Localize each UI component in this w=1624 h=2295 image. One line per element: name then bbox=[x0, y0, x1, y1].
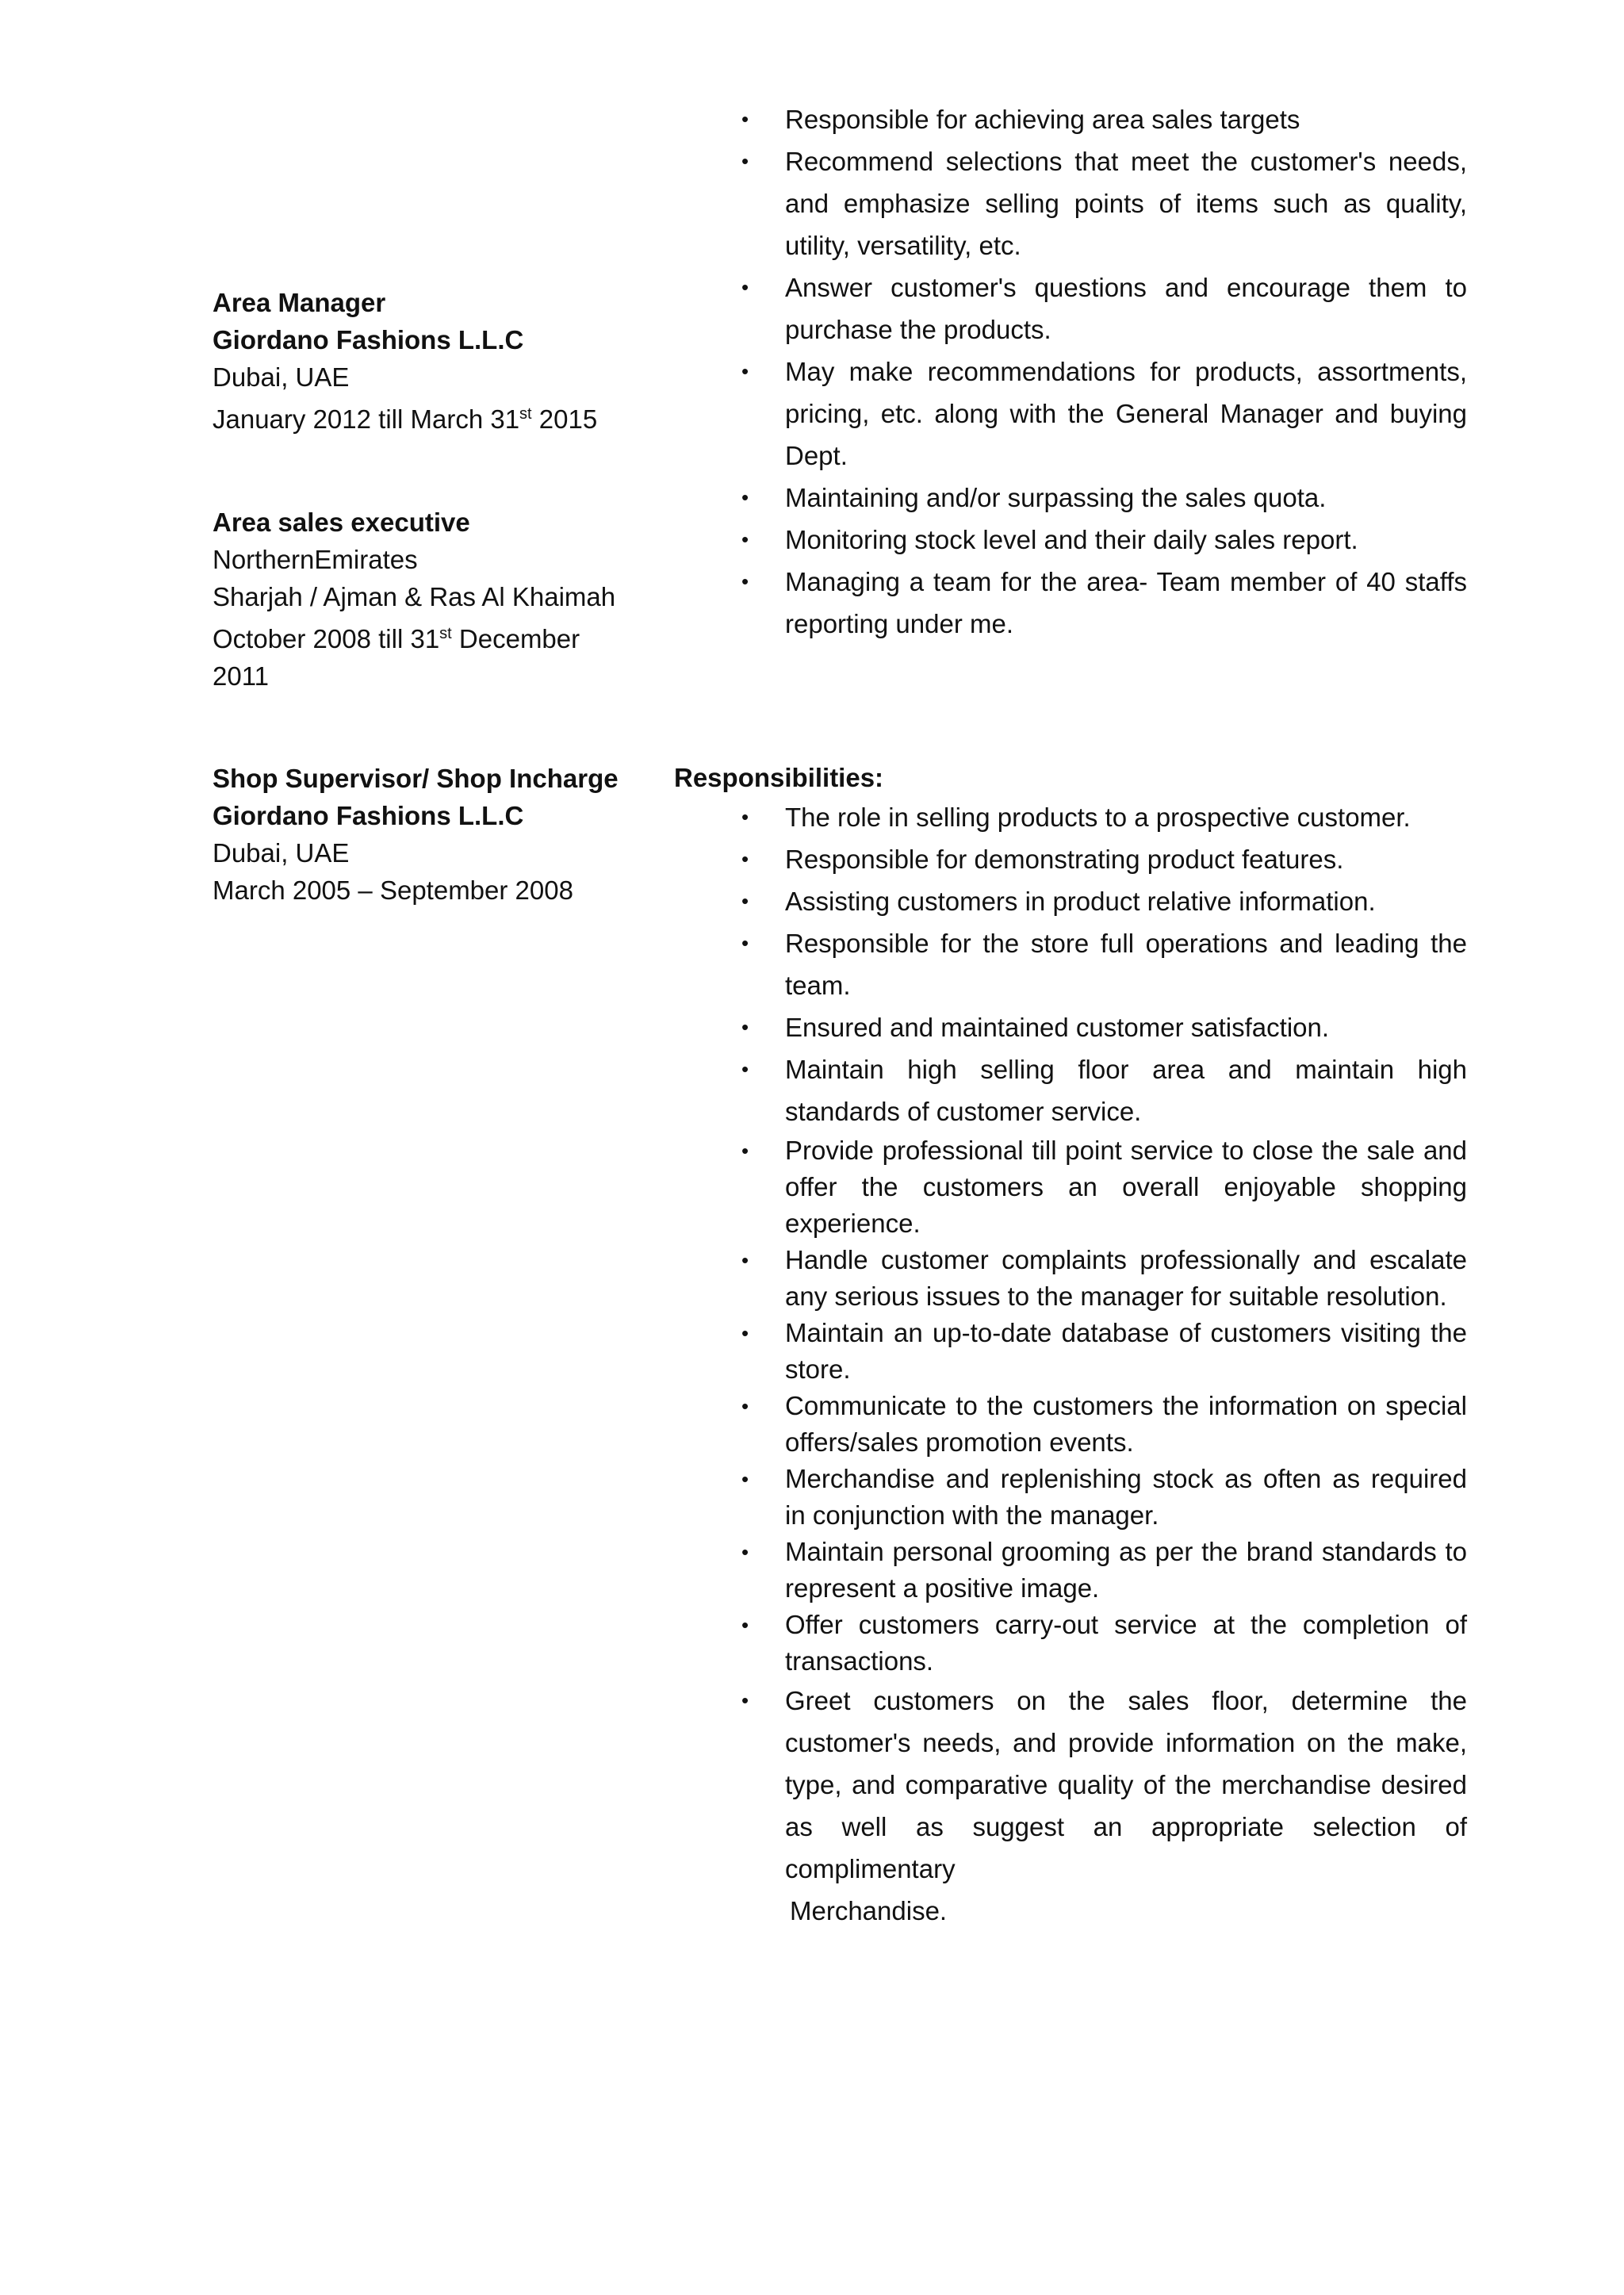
dates-text-end: 2015 bbox=[531, 404, 598, 434]
list-item bbox=[674, 140, 1467, 266]
list-item bbox=[674, 1006, 1467, 1048]
item-text: Merchandise and replenishing stock as often as required in conjunction with the manager. bbox=[785, 1464, 1467, 1530]
job-title: Shop Supervisor/ Shop Incharge bbox=[213, 764, 619, 793]
shop-supervisor-block bbox=[213, 760, 657, 909]
item-text: Handle customer complaints professionally and escalate any serious issues to the manager for suitable resolution. bbox=[785, 1245, 1467, 1311]
bullet-icon: • bbox=[741, 149, 749, 173]
bullet-icon: • bbox=[741, 1139, 749, 1163]
job-region: NorthernEmirates bbox=[213, 545, 418, 574]
bullet-icon: • bbox=[741, 485, 749, 509]
responsibilities-heading: Responsibilities: bbox=[674, 763, 884, 792]
responsibility-list bbox=[674, 796, 1467, 1890]
job-title: Area Manager bbox=[213, 288, 386, 317]
item-text: Responsible for demonstrating product features. bbox=[785, 845, 1344, 874]
area-responsibilities bbox=[674, 98, 1467, 645]
bullet-icon: • bbox=[741, 1467, 749, 1491]
item-text: Ensured and maintained customer satisfaction. bbox=[785, 1013, 1330, 1042]
item-text: Assisting customers in product relative information. bbox=[785, 887, 1376, 916]
bullet-icon: • bbox=[741, 275, 749, 299]
list-item bbox=[674, 880, 1467, 922]
bullet-icon: • bbox=[741, 889, 749, 913]
list-item bbox=[674, 1132, 1467, 1242]
shop-responsibilities bbox=[674, 760, 1467, 1932]
item-text: Communicate to the customers the information on special offers/sales promotion events. bbox=[785, 1391, 1467, 1457]
job-location: Sharjah / Ajman & Ras Al Khaimah bbox=[213, 582, 616, 611]
item-text: Maintain personal grooming as per the brand standards to represent a positive image. bbox=[785, 1537, 1467, 1603]
bullet-icon: • bbox=[741, 1394, 749, 1418]
item-text: Maintain high selling floor area and maintain high standards of customer service. bbox=[785, 1055, 1467, 1126]
list-item bbox=[674, 1315, 1467, 1388]
bullet-icon: • bbox=[741, 805, 749, 829]
bullet-icon: • bbox=[741, 1688, 749, 1712]
item-text: Provide professional till point service to close the sale and offer the customers an overall enjoyable shopping experience. bbox=[785, 1136, 1467, 1238]
item-text: Managing a team for the area- Team member of 40 staffs reporting under me. bbox=[785, 567, 1467, 638]
bullet-icon: • bbox=[741, 527, 749, 551]
job-title: Area sales executive bbox=[213, 508, 470, 537]
list-item bbox=[674, 98, 1467, 140]
company-name: Giordano Fashions L.L.C bbox=[213, 325, 524, 354]
list-item bbox=[674, 1461, 1467, 1534]
bullet-icon: • bbox=[741, 847, 749, 871]
item-text: Responsible for the store full operations and leading the team. bbox=[785, 929, 1467, 1000]
list-item bbox=[674, 1388, 1467, 1461]
bullet-icon: • bbox=[741, 107, 749, 131]
list-item bbox=[674, 1607, 1467, 1680]
list-item bbox=[674, 796, 1467, 838]
bullet-icon: • bbox=[741, 1613, 749, 1637]
bullet-icon: • bbox=[741, 1248, 749, 1272]
bullet-icon: • bbox=[741, 1015, 749, 1039]
dates-text: January 2012 till March 31 bbox=[213, 404, 520, 434]
item-text: The role in selling products to a prospective customer. bbox=[785, 803, 1411, 832]
item-text: Maintain an up-to-date database of customers visiting the store. bbox=[785, 1318, 1467, 1384]
list-item bbox=[674, 1242, 1467, 1315]
item-text: Monitoring stock level and their daily sales report. bbox=[785, 525, 1358, 554]
item-text: Maintaining and/or surpassing the sales quota. bbox=[785, 483, 1327, 512]
bullet-icon: • bbox=[741, 569, 749, 593]
dates-text: October 2008 till 31 bbox=[213, 624, 440, 653]
list-item bbox=[674, 266, 1467, 351]
dates-text-end: December 2011 bbox=[213, 624, 580, 691]
item-text: Recommend selections that meet the customer's needs, and emphasize selling points of items such as quality, utility, versatility, etc. bbox=[785, 147, 1467, 260]
responsibility-list bbox=[674, 98, 1467, 645]
list-item bbox=[674, 838, 1467, 880]
item-text: Offer customers carry-out service at the completion of transactions. bbox=[785, 1610, 1467, 1676]
bullet-icon: • bbox=[741, 1321, 749, 1345]
area-manager-block bbox=[213, 284, 657, 438]
job-location: Dubai, UAE bbox=[213, 362, 350, 392]
dates-superscript: st bbox=[439, 625, 452, 642]
area-sales-executive-block bbox=[213, 504, 657, 695]
job-dates bbox=[213, 615, 625, 695]
dates-superscript: st bbox=[519, 405, 532, 423]
bullet-icon: • bbox=[741, 931, 749, 955]
list-item bbox=[674, 1048, 1467, 1132]
list-item bbox=[674, 561, 1467, 645]
item-text: Greet customers on the sales floor, determine the customer's needs, and provide information on the make, type, and comparative quality of the merchandise desired as well as suggest an appropriate selection of complimentary bbox=[785, 1686, 1467, 1883]
list-item bbox=[674, 1534, 1467, 1607]
item-text: Answer customer's questions and encourage them to purchase the products. bbox=[785, 273, 1467, 344]
job-dates bbox=[213, 396, 657, 438]
company-name: Giordano Fashions L.L.C bbox=[213, 801, 524, 830]
list-item bbox=[674, 1680, 1467, 1890]
trailing-text: Merchandise. bbox=[790, 1896, 948, 1925]
list-item bbox=[674, 922, 1467, 1006]
job-location: Dubai, UAE bbox=[213, 838, 350, 868]
list-item bbox=[674, 351, 1467, 477]
job-dates: March 2005 – September 2008 bbox=[213, 875, 573, 905]
item-text: Responsible for achieving area sales targets bbox=[785, 105, 1300, 134]
item-text: May make recommendations for products, assortments, pricing, etc. along with the General Manager and buying Dept. bbox=[785, 357, 1467, 470]
list-item bbox=[674, 477, 1467, 519]
list-item bbox=[674, 519, 1467, 561]
bullet-icon: • bbox=[741, 359, 749, 383]
bullet-icon: • bbox=[741, 1540, 749, 1564]
bullet-icon: • bbox=[741, 1057, 749, 1081]
